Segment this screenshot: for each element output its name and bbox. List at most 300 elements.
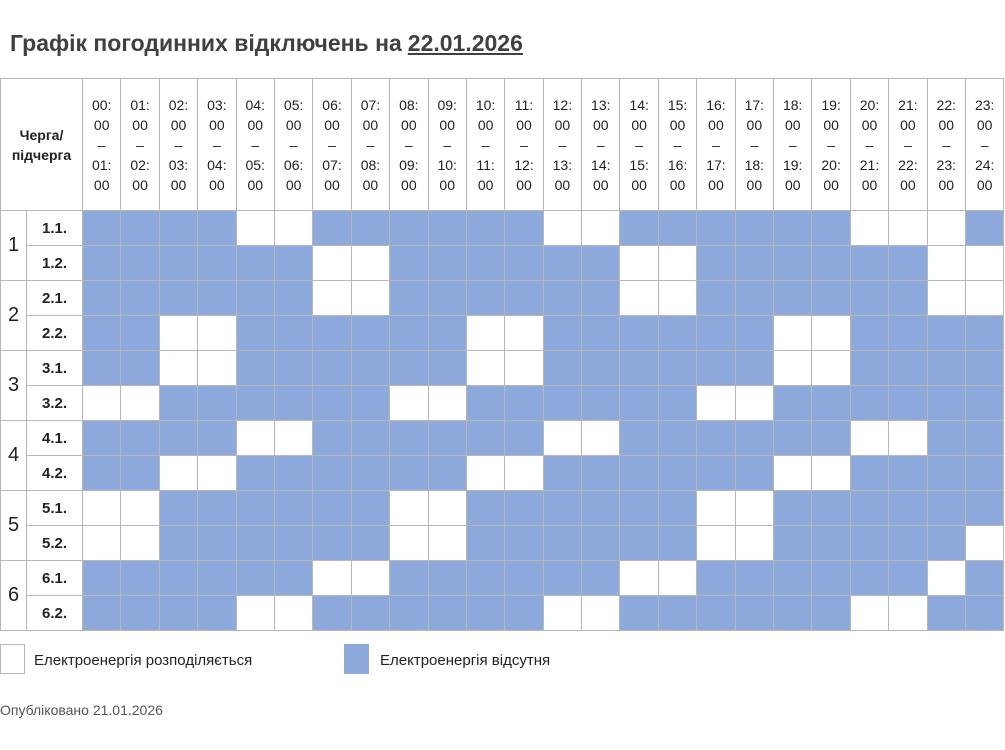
power-cell bbox=[83, 526, 121, 561]
outage-cell bbox=[850, 526, 888, 561]
hour-end-minutes: 00 bbox=[401, 176, 417, 193]
outage-cell bbox=[850, 316, 888, 351]
hour-start-minutes: 00 bbox=[362, 116, 379, 133]
outage-cell bbox=[543, 351, 581, 386]
outage-cell bbox=[505, 561, 543, 596]
outage-cell bbox=[543, 316, 581, 351]
outage-cell bbox=[543, 386, 581, 421]
outage-cell bbox=[658, 386, 696, 421]
outage-cell bbox=[236, 526, 274, 561]
legend-swatch-power-on bbox=[0, 644, 25, 674]
power-cell bbox=[313, 561, 351, 596]
hour-end: 05: bbox=[245, 156, 265, 173]
outage-cell bbox=[121, 281, 159, 316]
outage-cell bbox=[774, 211, 812, 246]
power-cell bbox=[236, 211, 274, 246]
outage-cell bbox=[274, 246, 312, 281]
queue-label: 1 bbox=[1, 211, 27, 281]
outage-cell bbox=[889, 491, 927, 526]
hour-header bbox=[236, 79, 274, 211]
outage-cell bbox=[274, 526, 312, 561]
outage-cell bbox=[159, 421, 197, 456]
table-row bbox=[1, 421, 1004, 456]
hour-header bbox=[198, 79, 236, 211]
outage-cell bbox=[121, 246, 159, 281]
outage-cell bbox=[658, 421, 696, 456]
hour-dash: – bbox=[136, 136, 144, 153]
hour-start-minutes: 00 bbox=[285, 116, 302, 133]
outage-cell bbox=[774, 561, 812, 596]
hour-start: 23: bbox=[974, 96, 995, 113]
outage-cell bbox=[889, 316, 927, 351]
outage-cell bbox=[274, 281, 312, 316]
outage-cell bbox=[351, 211, 389, 246]
hour-start-minutes: 00 bbox=[247, 116, 264, 133]
legend-label-power-off: Електроенергія відсутня bbox=[380, 652, 551, 669]
hour-header bbox=[466, 79, 504, 211]
table-row bbox=[1, 491, 1004, 526]
hour-start: 08: bbox=[399, 96, 419, 113]
hour-start: 19: bbox=[821, 96, 841, 113]
outage-cell bbox=[428, 456, 466, 491]
outage-cell bbox=[735, 561, 773, 596]
hour-end: 16: bbox=[667, 156, 688, 173]
power-cell bbox=[543, 211, 581, 246]
hour-start-minutes: 00 bbox=[708, 116, 724, 133]
hour-dash: – bbox=[97, 136, 106, 153]
power-cell bbox=[735, 526, 773, 561]
power-cell bbox=[620, 561, 658, 596]
outage-cell bbox=[351, 351, 389, 386]
hour-start: 01: bbox=[130, 96, 150, 113]
outage-cell bbox=[159, 246, 197, 281]
outage-cell bbox=[774, 246, 812, 281]
outage-cell bbox=[543, 561, 581, 596]
outage-cell bbox=[582, 281, 620, 316]
hour-header bbox=[735, 79, 773, 211]
outage-cell bbox=[543, 281, 581, 316]
power-cell bbox=[198, 316, 236, 351]
hour-header bbox=[658, 79, 696, 211]
hour-dash: – bbox=[942, 136, 951, 153]
outage-cell bbox=[658, 526, 696, 561]
hour-start: 05: bbox=[283, 96, 304, 113]
hour-dash: – bbox=[980, 136, 989, 153]
outage-cell bbox=[313, 211, 351, 246]
power-cell bbox=[505, 316, 543, 351]
outage-cell bbox=[850, 351, 888, 386]
outage-cell bbox=[889, 351, 927, 386]
outage-cell bbox=[466, 596, 504, 631]
outage-cell bbox=[198, 281, 236, 316]
outage-cell bbox=[927, 456, 965, 491]
power-cell bbox=[274, 211, 312, 246]
hour-end-minutes: 00 bbox=[170, 176, 187, 193]
outage-cell bbox=[812, 561, 850, 596]
table-row bbox=[1, 526, 1004, 561]
hour-header bbox=[774, 79, 812, 211]
outage-cell bbox=[83, 456, 121, 491]
outage-cell bbox=[697, 351, 735, 386]
hour-end-minutes: 00 bbox=[592, 176, 609, 193]
outage-cell bbox=[582, 526, 620, 561]
power-cell bbox=[965, 281, 1003, 316]
hour-end-minutes: 00 bbox=[746, 176, 763, 193]
power-cell bbox=[351, 561, 389, 596]
hour-end: 15: bbox=[629, 156, 649, 173]
hour-start: 14: bbox=[629, 96, 649, 113]
table-row bbox=[1, 281, 1004, 316]
hour-dash: – bbox=[328, 136, 336, 153]
hour-start: 04: bbox=[245, 96, 265, 113]
hour-start-minutes: 00 bbox=[861, 116, 878, 133]
outage-cell bbox=[697, 421, 735, 456]
power-cell bbox=[697, 526, 735, 561]
hour-end-minutes: 00 bbox=[477, 176, 494, 193]
power-cell bbox=[658, 281, 696, 316]
outage-cell bbox=[121, 421, 159, 456]
outage-cell bbox=[582, 351, 620, 386]
power-cell bbox=[889, 596, 927, 631]
hour-end-minutes: 00 bbox=[439, 176, 455, 193]
outage-cell bbox=[582, 316, 620, 351]
outage-cell bbox=[236, 491, 274, 526]
outage-cell bbox=[159, 526, 197, 561]
power-cell bbox=[351, 246, 389, 281]
outage-cell bbox=[543, 526, 581, 561]
hour-start: 09: bbox=[437, 96, 457, 113]
outage-cell bbox=[812, 421, 850, 456]
power-cell bbox=[850, 421, 888, 456]
queue-label: 3 bbox=[1, 351, 27, 421]
outage-cell bbox=[965, 386, 1003, 421]
hour-end-minutes: 00 bbox=[93, 176, 110, 193]
hour-end-minutes: 00 bbox=[669, 176, 686, 193]
power-cell bbox=[159, 351, 197, 386]
outage-cell bbox=[735, 246, 773, 281]
outage-cell bbox=[121, 596, 159, 631]
hour-header bbox=[582, 79, 620, 211]
outage-cell bbox=[198, 421, 236, 456]
outage-cell bbox=[83, 316, 121, 351]
power-cell bbox=[428, 491, 466, 526]
outage-cell bbox=[927, 596, 965, 631]
hour-end: 01: bbox=[91, 156, 112, 173]
outage-cell bbox=[889, 456, 927, 491]
outage-cell bbox=[83, 421, 121, 456]
outage-cell bbox=[620, 526, 658, 561]
outage-cell bbox=[390, 421, 428, 456]
outage-cell bbox=[390, 596, 428, 631]
hour-start: 20: bbox=[859, 96, 880, 113]
outage-cell bbox=[313, 526, 351, 561]
hour-header bbox=[428, 79, 466, 211]
hour-dash: – bbox=[174, 136, 183, 153]
hour-end: 21: bbox=[859, 156, 880, 173]
table-row bbox=[1, 351, 1004, 386]
hour-end-minutes: 00 bbox=[132, 176, 148, 193]
power-cell bbox=[236, 421, 274, 456]
outage-cell bbox=[889, 526, 927, 561]
outage-cell bbox=[927, 526, 965, 561]
outage-cell bbox=[274, 316, 312, 351]
hour-start-minutes: 00 bbox=[900, 116, 916, 133]
hour-start-minutes: 00 bbox=[170, 116, 187, 133]
power-cell bbox=[735, 491, 773, 526]
power-cell bbox=[198, 456, 236, 491]
hour-dash: – bbox=[750, 136, 759, 153]
outage-cell bbox=[620, 456, 658, 491]
outage-cell bbox=[313, 386, 351, 421]
outage-cell bbox=[274, 456, 312, 491]
outage-cell bbox=[198, 526, 236, 561]
hour-dash: – bbox=[443, 136, 452, 153]
hour-end: 17: bbox=[706, 156, 726, 173]
hour-start: 21: bbox=[898, 96, 918, 113]
power-cell bbox=[390, 386, 428, 421]
hour-start-minutes: 00 bbox=[938, 116, 955, 133]
outage-cell bbox=[466, 281, 504, 316]
page-title bbox=[10, 30, 523, 57]
outage-cell bbox=[505, 596, 543, 631]
power-cell bbox=[198, 351, 236, 386]
hour-start: 11: bbox=[514, 96, 534, 113]
subqueue-label: 2.1. bbox=[27, 281, 83, 316]
outage-cell bbox=[582, 456, 620, 491]
outage-cell bbox=[428, 596, 466, 631]
outage-cell bbox=[466, 526, 504, 561]
power-cell bbox=[774, 316, 812, 351]
hour-end-minutes: 00 bbox=[976, 176, 993, 193]
hour-header bbox=[850, 79, 888, 211]
outage-cell bbox=[735, 456, 773, 491]
outage-cell bbox=[543, 456, 581, 491]
outage-cell bbox=[543, 491, 581, 526]
outage-cell bbox=[774, 491, 812, 526]
outage-cell bbox=[313, 491, 351, 526]
power-cell bbox=[121, 386, 159, 421]
power-cell bbox=[236, 596, 274, 631]
hour-end-minutes: 00 bbox=[938, 176, 955, 193]
hour-start-minutes: 00 bbox=[516, 116, 532, 133]
power-cell bbox=[927, 281, 965, 316]
subqueue-label: 4.2. bbox=[27, 456, 83, 491]
power-cell bbox=[159, 456, 197, 491]
outage-cell bbox=[620, 491, 658, 526]
outage-cell bbox=[428, 246, 466, 281]
hour-dash: – bbox=[404, 136, 413, 153]
power-cell bbox=[697, 386, 735, 421]
outage-cell bbox=[582, 491, 620, 526]
outage-cell bbox=[159, 491, 197, 526]
power-cell bbox=[121, 526, 159, 561]
power-cell bbox=[83, 491, 121, 526]
outage-cell bbox=[812, 211, 850, 246]
outage-cell bbox=[735, 421, 773, 456]
hour-header bbox=[83, 79, 121, 211]
hour-end-minutes: 00 bbox=[900, 176, 916, 193]
outage-cell bbox=[390, 351, 428, 386]
outage-cell bbox=[428, 316, 466, 351]
table-row bbox=[1, 386, 1004, 421]
outage-cell bbox=[965, 561, 1003, 596]
hour-dash: – bbox=[366, 136, 375, 153]
power-cell bbox=[965, 526, 1003, 561]
outage-cell bbox=[889, 561, 927, 596]
hour-end: 09: bbox=[399, 156, 419, 173]
power-cell bbox=[466, 316, 504, 351]
hour-start-minutes: 00 bbox=[976, 116, 993, 133]
hour-start-minutes: 00 bbox=[439, 116, 455, 133]
power-cell bbox=[83, 386, 121, 421]
power-cell bbox=[582, 596, 620, 631]
outage-cell bbox=[121, 211, 159, 246]
outage-cell bbox=[428, 281, 466, 316]
outage-cell bbox=[505, 421, 543, 456]
outage-cell bbox=[274, 351, 312, 386]
hour-header bbox=[697, 79, 735, 211]
outage-cell bbox=[390, 246, 428, 281]
hour-end-minutes: 00 bbox=[285, 176, 302, 193]
outage-cell bbox=[812, 596, 850, 631]
outage-cell bbox=[236, 246, 274, 281]
outage-cell bbox=[850, 561, 888, 596]
outage-cell bbox=[735, 211, 773, 246]
queue-label: 6 bbox=[1, 561, 27, 631]
hour-end: 12: bbox=[514, 156, 534, 173]
outage-cell bbox=[428, 351, 466, 386]
subqueue-label: 1.1. bbox=[27, 211, 83, 246]
legend-swatch-power-off bbox=[344, 644, 369, 674]
outage-cell bbox=[850, 281, 888, 316]
hour-dash: – bbox=[635, 136, 644, 153]
outage-cell bbox=[466, 561, 504, 596]
outage-cell bbox=[658, 456, 696, 491]
outage-cell bbox=[505, 246, 543, 281]
outage-cell bbox=[850, 246, 888, 281]
outage-cell bbox=[965, 351, 1003, 386]
outage-cell bbox=[159, 386, 197, 421]
hour-header bbox=[159, 79, 197, 211]
table-row bbox=[1, 316, 1004, 351]
hour-end: 03: bbox=[168, 156, 189, 173]
queue-header: Черга/ підчерга bbox=[1, 79, 83, 211]
power-cell bbox=[274, 421, 312, 456]
outage-cell bbox=[198, 211, 236, 246]
hour-start-minutes: 00 bbox=[669, 116, 686, 133]
outage-cell bbox=[351, 386, 389, 421]
power-cell bbox=[313, 281, 351, 316]
outage-cell bbox=[390, 561, 428, 596]
outage-cell bbox=[159, 281, 197, 316]
hour-end: 23: bbox=[936, 156, 957, 173]
hour-start-minutes: 00 bbox=[401, 116, 417, 133]
outage-cell bbox=[428, 421, 466, 456]
hour-end-minutes: 00 bbox=[823, 176, 839, 193]
hour-start: 06: bbox=[322, 96, 342, 113]
outage-cell bbox=[965, 491, 1003, 526]
power-cell bbox=[658, 246, 696, 281]
power-cell bbox=[466, 456, 504, 491]
queue-label: 4 bbox=[1, 421, 27, 491]
outage-cell bbox=[850, 456, 888, 491]
outage-cell bbox=[889, 246, 927, 281]
outage-cell bbox=[620, 316, 658, 351]
power-cell bbox=[543, 421, 581, 456]
hour-start-minutes: 00 bbox=[784, 116, 801, 133]
outage-cell bbox=[927, 316, 965, 351]
hour-start-minutes: 00 bbox=[631, 116, 647, 133]
hour-dash: – bbox=[673, 136, 682, 153]
hour-header bbox=[812, 79, 850, 211]
outage-cell bbox=[850, 386, 888, 421]
power-cell bbox=[582, 421, 620, 456]
hour-dash: – bbox=[596, 136, 605, 153]
outage-cell bbox=[83, 211, 121, 246]
hour-start-minutes: 00 bbox=[746, 116, 763, 133]
outage-cell bbox=[274, 561, 312, 596]
outage-cell bbox=[735, 351, 773, 386]
outage-cell bbox=[505, 211, 543, 246]
hour-header bbox=[927, 79, 965, 211]
power-cell bbox=[313, 246, 351, 281]
outage-cell bbox=[774, 526, 812, 561]
hour-header bbox=[505, 79, 543, 211]
outage-cell bbox=[198, 246, 236, 281]
hour-end-minutes: 00 bbox=[554, 176, 571, 193]
outage-cell bbox=[466, 211, 504, 246]
hour-end: 06: bbox=[283, 156, 304, 173]
outage-cell bbox=[658, 351, 696, 386]
hour-end: 10: bbox=[437, 156, 457, 173]
outage-cell bbox=[274, 491, 312, 526]
hour-start-minutes: 00 bbox=[324, 116, 340, 133]
outage-cell bbox=[198, 596, 236, 631]
hour-end-minutes: 00 bbox=[209, 176, 225, 193]
hour-start: 18: bbox=[782, 96, 803, 113]
hour-dash: – bbox=[289, 136, 298, 153]
power-cell bbox=[121, 491, 159, 526]
outage-cell bbox=[582, 246, 620, 281]
hour-start: 22: bbox=[936, 96, 957, 113]
power-cell bbox=[390, 526, 428, 561]
title-text: Графік погодинних відключень на bbox=[10, 30, 402, 56]
outage-cell bbox=[236, 351, 274, 386]
outage-cell bbox=[236, 316, 274, 351]
outage-cell bbox=[505, 281, 543, 316]
outage-cell bbox=[313, 316, 351, 351]
outage-cell bbox=[774, 421, 812, 456]
outage-cell bbox=[466, 491, 504, 526]
outage-cell bbox=[505, 526, 543, 561]
hour-start: 12: bbox=[552, 96, 573, 113]
legend-label-power-on: Електроенергія розподіляється bbox=[34, 652, 253, 669]
hour-header bbox=[351, 79, 389, 211]
hour-start-minutes: 00 bbox=[554, 116, 571, 133]
outage-cell bbox=[83, 246, 121, 281]
table-row bbox=[1, 596, 1004, 631]
hour-start: 16: bbox=[706, 96, 726, 113]
power-cell bbox=[466, 351, 504, 386]
hour-header bbox=[889, 79, 927, 211]
hour-end-minutes: 00 bbox=[247, 176, 264, 193]
outage-cell bbox=[428, 211, 466, 246]
queue-label: 5 bbox=[1, 491, 27, 561]
outage-cell bbox=[428, 561, 466, 596]
outage-cell bbox=[121, 316, 159, 351]
outage-cell bbox=[965, 316, 1003, 351]
outage-cell bbox=[735, 596, 773, 631]
